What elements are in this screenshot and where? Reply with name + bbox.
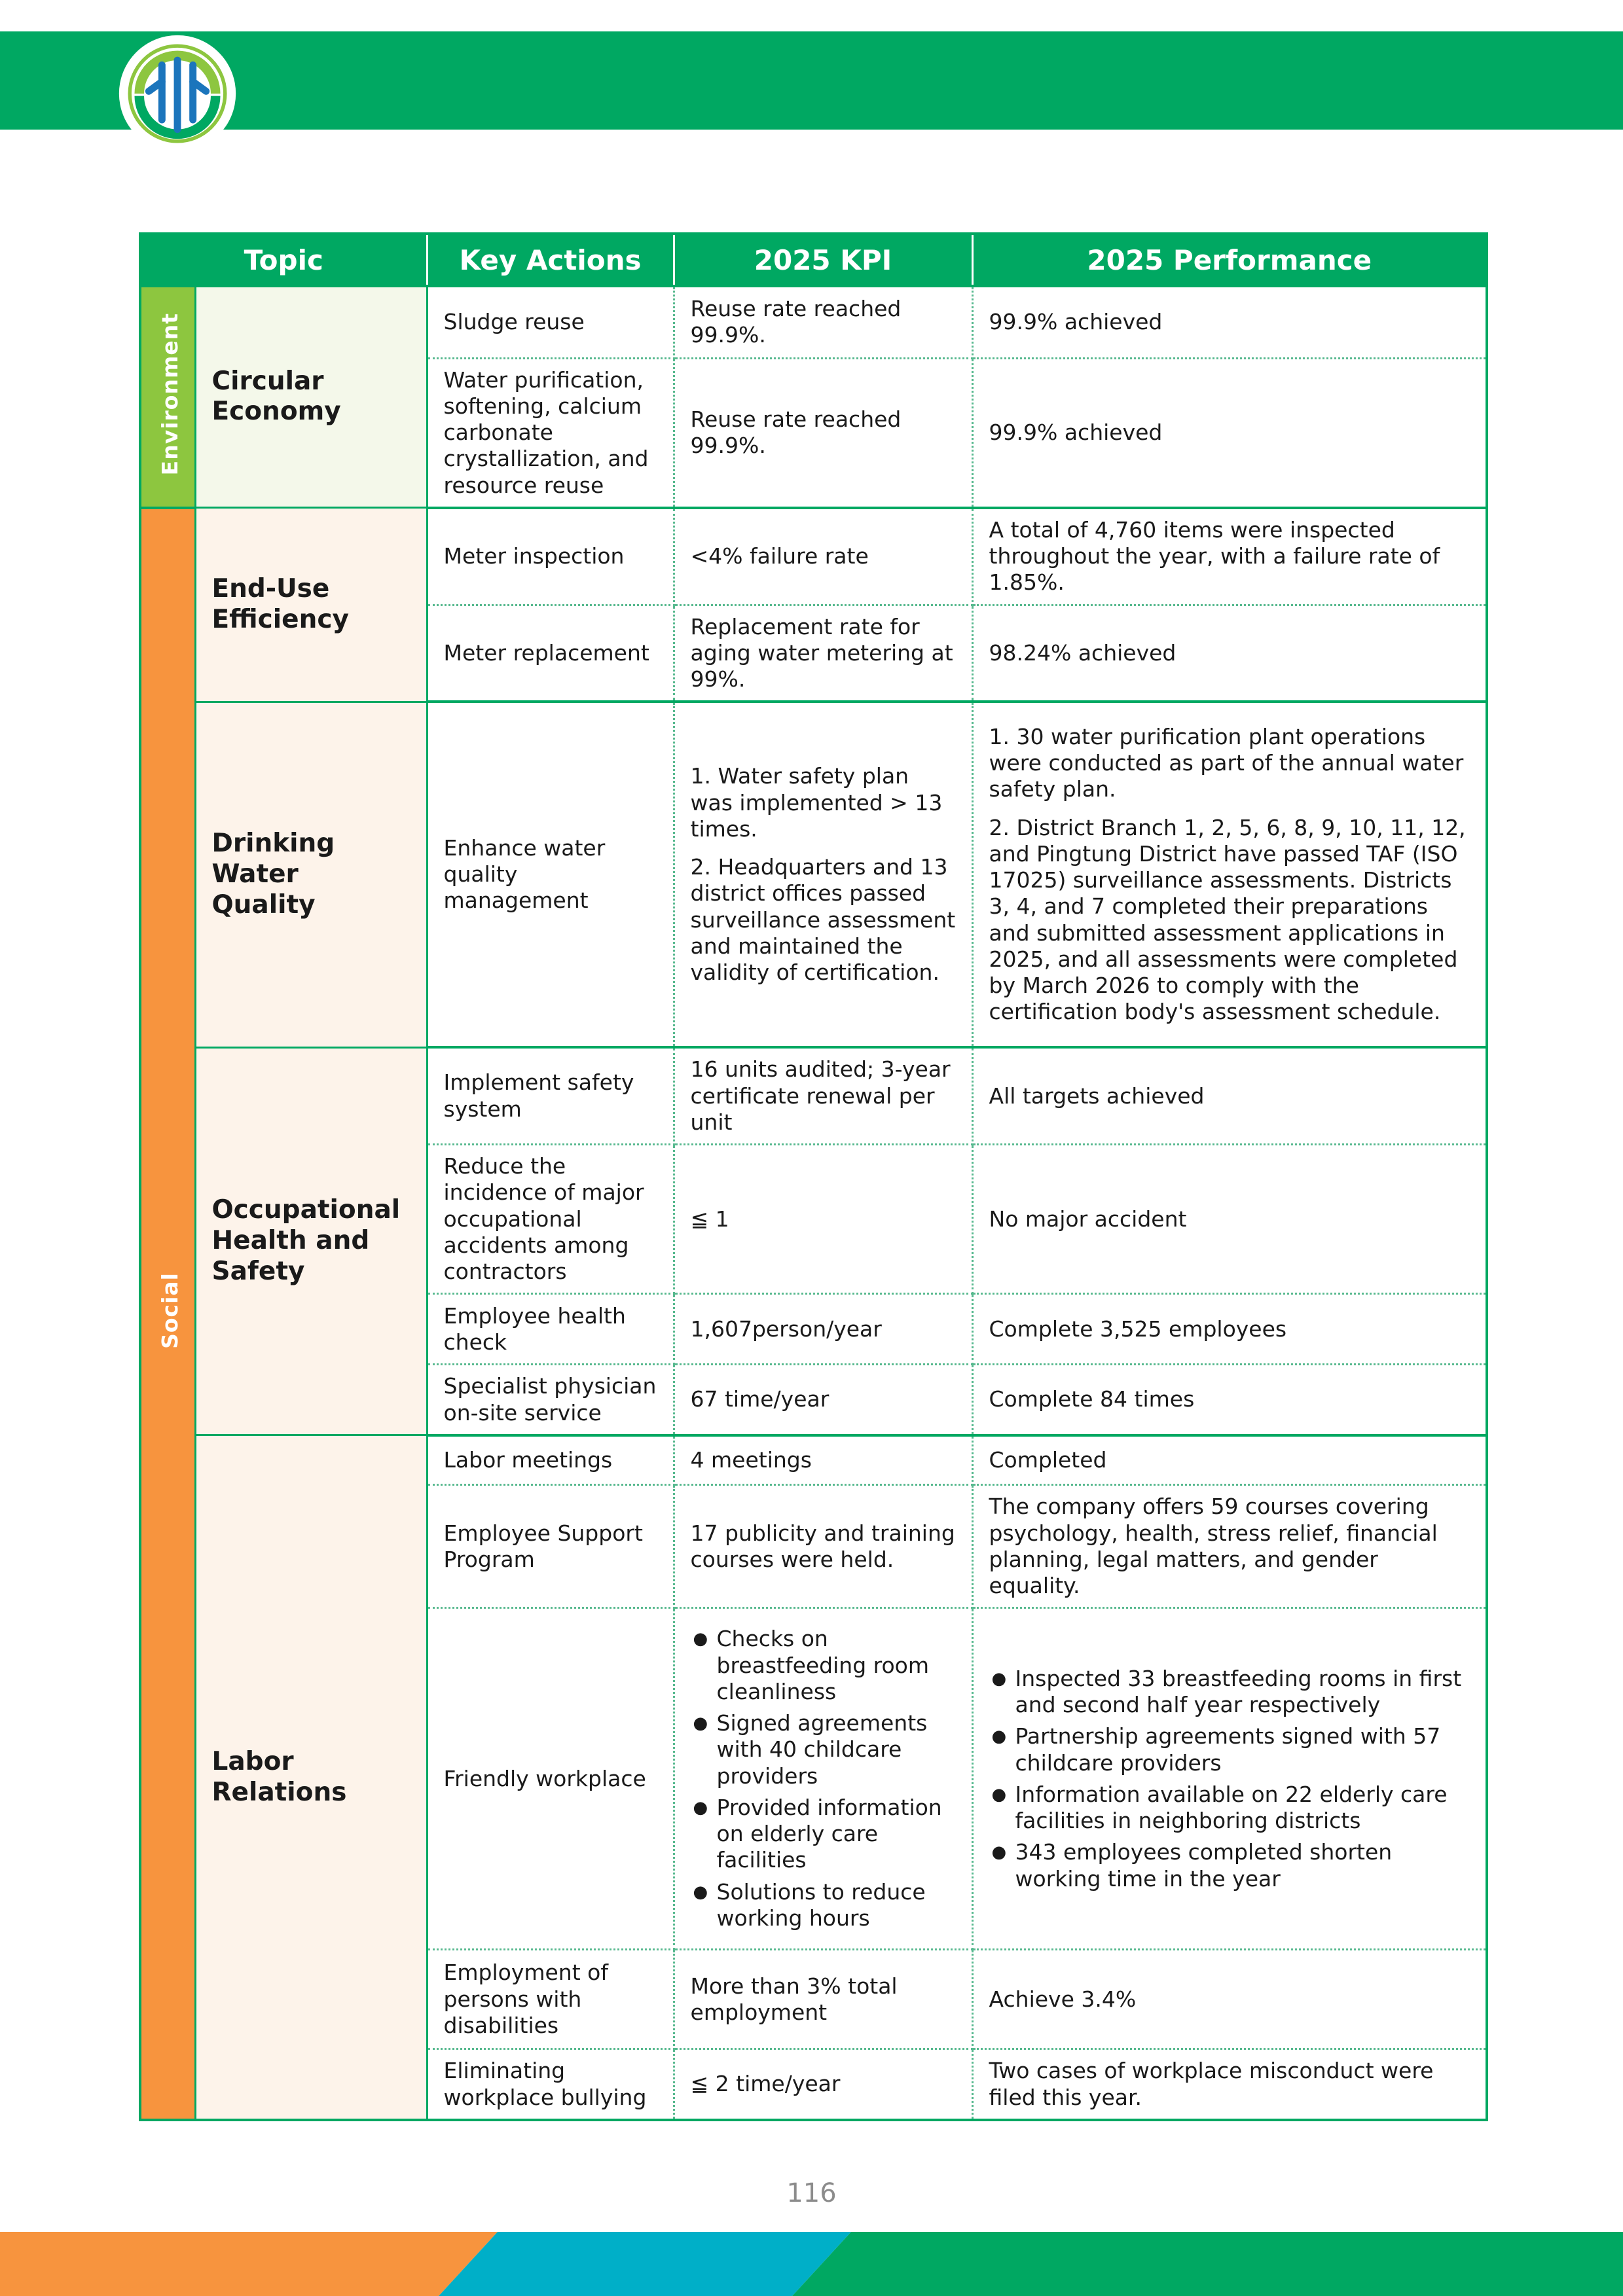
topic-occupational-health-safety: Occupational Health and Safety [195,1047,427,1435]
kpi-cell: 17 publicity and training courses were held. [674,1485,972,1608]
action-cell: Labor meetings [427,1435,674,1485]
list-item: ● 343 employees completed shorten working time in the year [1015,1839,1470,1892]
kpi-item: 2. Headquarters and 13 district offices passed surveillance assessment and maintained the validity of certification. [690,854,956,985]
performance-cell: All targets achieved [972,1047,1487,1144]
performance-cell: Two cases of workplace misconduct were filed this year. [972,2049,1487,2120]
performance-cell [972,702,1487,1047]
list-item: ● Signed agreements with 40 childcare providers [717,1710,956,1789]
action-cell: Meter replacement [427,605,674,702]
list-item: ● Inspected 33 breastfeeding rooms in first and second half year respectively [1015,1666,1470,1719]
table-row [140,1435,1487,1485]
action-cell: Meter inspection [427,508,674,605]
pillar-social: Social [140,508,195,2120]
performance-cell: Achieve 3.4% [972,1950,1487,2049]
action-cell: Sludge reuse [427,286,674,358]
list-item: ● Solutions to reduce working hours [717,1879,956,1932]
header-performance: 2025 Performance [972,234,1487,286]
kpi-cell: More than 3% total employment [674,1950,972,2049]
performance-cell: 98.24% achieved [972,605,1487,702]
kpi-cell: 67 time/year [674,1365,972,1435]
list-item: ● Checks on breastfeeding room cleanliness [717,1626,956,1705]
kpi-cell: 16 units audited; 3-year certificate renewal per unit [674,1047,972,1144]
kpi-cell: ≦ 1 [674,1145,972,1294]
kpi-cell: ≦ 2 time/year [674,2049,972,2120]
kpi-cell: Reuse rate reached 99.9%. [674,286,972,358]
action-cell: Water purification, softening, calcium carbonate crystallization, and resource reuse [427,358,674,508]
footer-band [0,2232,1623,2296]
action-cell: Friendly workplace [427,1608,674,1950]
performance-cell: Complete 3,525 employees [972,1294,1487,1365]
header-topic: Topic [140,234,427,286]
performance-cell: 99.9% achieved [972,358,1487,508]
header-kpi: 2025 KPI [674,234,972,286]
performance-cell: 99.9% achieved [972,286,1487,358]
table-header-row [140,234,1487,286]
action-cell: Specialist physician on-site service [427,1365,674,1435]
action-cell: Implement safety system [427,1047,674,1144]
list-item: ● Provided information on elderly care facilities [717,1795,956,1874]
table-row [140,508,1487,605]
list-item: ● Information available on 22 elderly care facilities in neighboring districts [1015,1782,1470,1835]
performance-list [989,1666,1470,1892]
action-cell: Employment of persons with disabilities [427,1950,674,2049]
performance-cell: No major accident [972,1145,1487,1294]
kpi-cell: 1,607person/year [674,1294,972,1365]
header-band [0,31,1623,130]
kpi-list [691,1626,956,1931]
topic-end-use-efficiency: End-Use Efficiency [195,508,427,702]
kpi-cell: <4% failure rate [674,508,972,605]
table-row [140,702,1487,1047]
kpi-cell: Replacement rate for aging water metering at 99%. [674,605,972,702]
list-item: ● Partnership agreements signed with 57 childcare providers [1015,1723,1470,1776]
performance-cell: The company offers 59 courses covering psychology, health, stress relief, financial planning, legal matters, and gender equality. [972,1485,1487,1608]
company-logo [118,34,237,153]
topic-circular-economy: Circular Economy [195,286,427,508]
performance-cell [972,1608,1487,1950]
action-cell: Eliminating workplace bullying [427,2049,674,2120]
kpi-cell: Reuse rate reached 99.9%. [674,358,972,508]
pillar-environment: Environment [140,286,195,508]
performance-cell: A total of 4,760 items were inspected throughout the year, with a failure rate of 1.85%. [972,508,1487,605]
kpi-cell [674,702,972,1047]
performance-item: 1. 30 water purification plant operations were conducted as part of the annual water safety plan. [989,723,1464,802]
action-cell: Enhance water quality management [427,702,674,1047]
action-cell: Employee health check [427,1294,674,1365]
table-row [140,286,1487,358]
performance-cell: Complete 84 times [972,1365,1487,1435]
topic-drinking-water-quality: Drinking Water Quality [195,702,427,1047]
performance-item: 2. District Branch 1, 2, 5, 6, 8, 9, 10, 11, 12, and Pingtung District have passed TAF (ISO 17025) surveillance assessments. Districts 3, 4, and 7 completed their preparations and submitted assessment applications in 2025, and all assessments were completed by March 2026 to comply with the certification body's assessment schedule. [989,814,1466,1025]
table-row [140,1047,1487,1144]
kpi-table [139,232,1488,2121]
page-number: 116 [786,2178,837,2208]
action-cell: Reduce the incidence of major occupational accidents among contractors [427,1145,674,1294]
kpi-cell [674,1608,972,1950]
header-key-actions: Key Actions [427,234,674,286]
kpi-cell: 4 meetings [674,1435,972,1485]
action-cell: Employee Support Program [427,1485,674,1608]
topic-labor-relations: Labor Relations [195,1435,427,2120]
performance-cell: Completed [972,1435,1487,1485]
kpi-item: 1. Water safety plan was implemented > 13 times. [690,763,943,842]
